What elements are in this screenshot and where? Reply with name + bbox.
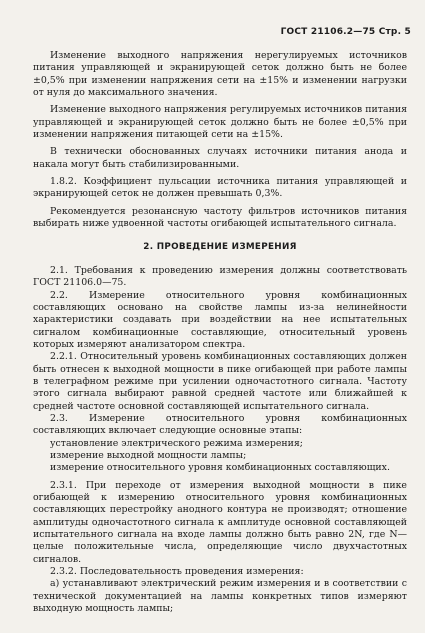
paragraph: Рекомендуется резонансную частоту фильтров источников питания выбирать ниже удвоенной частоты огибающей испытательного сигнала.	[33, 205, 407, 230]
paragraph: 1.8.2. Коэффициент пульсации источника питания управляющей и экранирующей сеток не должен превышать 0,3%.	[33, 176, 407, 200]
paragraph: Изменение выходного напряжения нерегулируемых источников питания управляющей и экранирующей сеток должно быть не более ±0,5% при изменении напряжения сети на ±15% и изменении нагрузки от нуля до максимального значения.	[33, 50, 407, 99]
page-header: ГОСТ 21106.2—75 Стр. 5	[280, 27, 411, 37]
paragraph: 2.1. Требования к проведению измерения должны соответствовать ГОСТ 21106.0—75.	[33, 264, 407, 289]
list-item: измерение относительного уровня комбинационных составляющих.	[50, 462, 390, 474]
section-title: 2. ПРОВЕДЕНИЕ ИЗМЕРЕНИЯ	[143, 242, 297, 253]
paragraph: 2.3.1. При переходе от измерения выходной мощности в пике огибающей к измерению относительного уровня комбинационных составляющих перестройку анодного контура не производят; отношение амплитуды одночастотного сигнала к амплитуде основной составляющей испытательного сигнала на входе лампы должно быть равно 2N, где N—целые положительные числа, определяющие число двухчастотных сигналов.	[33, 479, 407, 565]
paragraph: 2.2. Измерение относительного уровня комбинационных составляющих основано на свойстве лампы из-за нелинейности характеристики создавать при воздействии на нее испытательных сигналом комбинационные составляющие, относительный уровень которых измеряют анализатором спектра.	[33, 289, 407, 350]
document-body	[33, 50, 407, 615]
paragraph: 2.3. Измерение относительного уровня комбинационных составляющих включает следующие основные этапы:	[33, 412, 407, 437]
list-item: а) устанавливают электрический режим измерения и в соответствии с технической документацией на лампы конкретных типов измеряют выходную мощность лампы;	[33, 578, 407, 615]
paragraph: 2.2.1. Относительный уровень комбинационных составляющих должен быть отнесен к выходной мощности в пике огибающей при работе лампы в телеграфном режиме при усилении одночастотного сигнала. Частоту этого сигнала выбирают равной средней частоте или ближайшей к средней частоте основной составляющей испытательного сигнала.	[33, 351, 407, 412]
paragraph: Изменение выходного напряжения регулируемых источников питания управляющей и экранирующей сеток должно быть не более ±0,5% при изменении напряжения питающей сети на ±15%.	[33, 104, 407, 141]
list-item: измерение выходной мощности лампы;	[50, 449, 247, 461]
paragraph: 2.3.2. Последовательность проведения измерения:	[50, 566, 304, 578]
paragraph: В технически обоснованных случаях источники питания анода и накала могут быть стабилизированными.	[33, 146, 407, 170]
list-item: установление электрического режима измерения;	[50, 437, 303, 449]
